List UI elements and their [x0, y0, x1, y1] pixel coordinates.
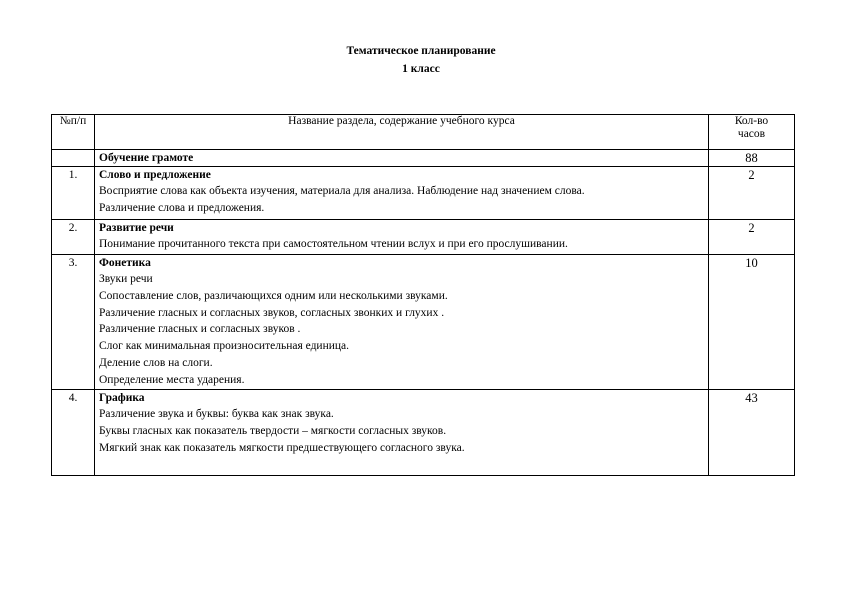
row-number-cell [52, 150, 95, 167]
table-row [52, 390, 795, 476]
section-title: Развитие речи [99, 222, 174, 234]
table-row [52, 167, 795, 220]
content-line: Буквы гласных как показатель твердости – мягкости согласных звуков. [99, 424, 447, 437]
row-number-cell: 2. [52, 220, 95, 255]
content-line: Звуки речи [99, 273, 153, 285]
header-hours [709, 115, 795, 150]
content-line: Понимание прочитанного текста при самостоятельном чтении вслух и при его прослушивании. [99, 238, 568, 250]
section-title: Слово и предложение [99, 169, 211, 181]
section-cell [95, 255, 709, 390]
section-cell [95, 150, 709, 167]
section-title: Графика [99, 392, 145, 404]
row-number-cell: 4. [52, 390, 95, 476]
hours-cell: 88 [709, 150, 795, 167]
content-line: Деление слов на слоги. [99, 356, 213, 369]
header-hours-line2: часов [737, 128, 766, 140]
content-line: Сопоставление слов, различающихся одним или несколькими звуками. [99, 289, 448, 302]
planning-table [51, 114, 795, 476]
header-hours-line1: Кол-во [734, 115, 769, 127]
hours-cell: 2 [709, 167, 795, 220]
content-line: Мягкий знак как показатель мягкости предшествующего согласного звука. [99, 441, 465, 454]
section-title: Фонетика [99, 257, 151, 269]
content-line: Слог как минимальная произносительная единица. [99, 340, 350, 353]
table-row [52, 255, 795, 390]
section-cell [95, 220, 709, 255]
content-line: Определение места ударения. [99, 373, 245, 386]
section-title: Обучение грамоте [99, 152, 194, 164]
content-line: Различение звука и буквы: буква как знак звука. [99, 408, 334, 420]
header-number: №п/п [52, 115, 95, 150]
section-cell [95, 167, 709, 220]
header-section-name: Название раздела, содержание учебного курса [95, 115, 709, 150]
hours-cell: 10 [709, 255, 795, 390]
document-title: Тематическое планирование [346, 45, 496, 57]
section-cell [95, 390, 709, 476]
content-line: Различение гласных и согласных звуков . [99, 323, 301, 336]
row-number-cell: 3. [52, 255, 95, 390]
hours-cell: 2 [709, 220, 795, 255]
content-line: Различение гласных и согласных звуков, согласных звонких и глухих . [99, 306, 445, 319]
hours-cell: 43 [709, 390, 795, 476]
row-number-cell: 1. [52, 167, 95, 220]
table-row-literacy [52, 150, 795, 167]
table-row [52, 220, 795, 255]
table-header-row [52, 115, 795, 150]
content-line: Различение слова и предложения. [99, 201, 265, 214]
grade-subtitle: 1 класс [402, 63, 440, 75]
content-line: Восприятие слова как объекта изучения, материала для анализа. Наблюдение над значением слова. [99, 185, 585, 197]
